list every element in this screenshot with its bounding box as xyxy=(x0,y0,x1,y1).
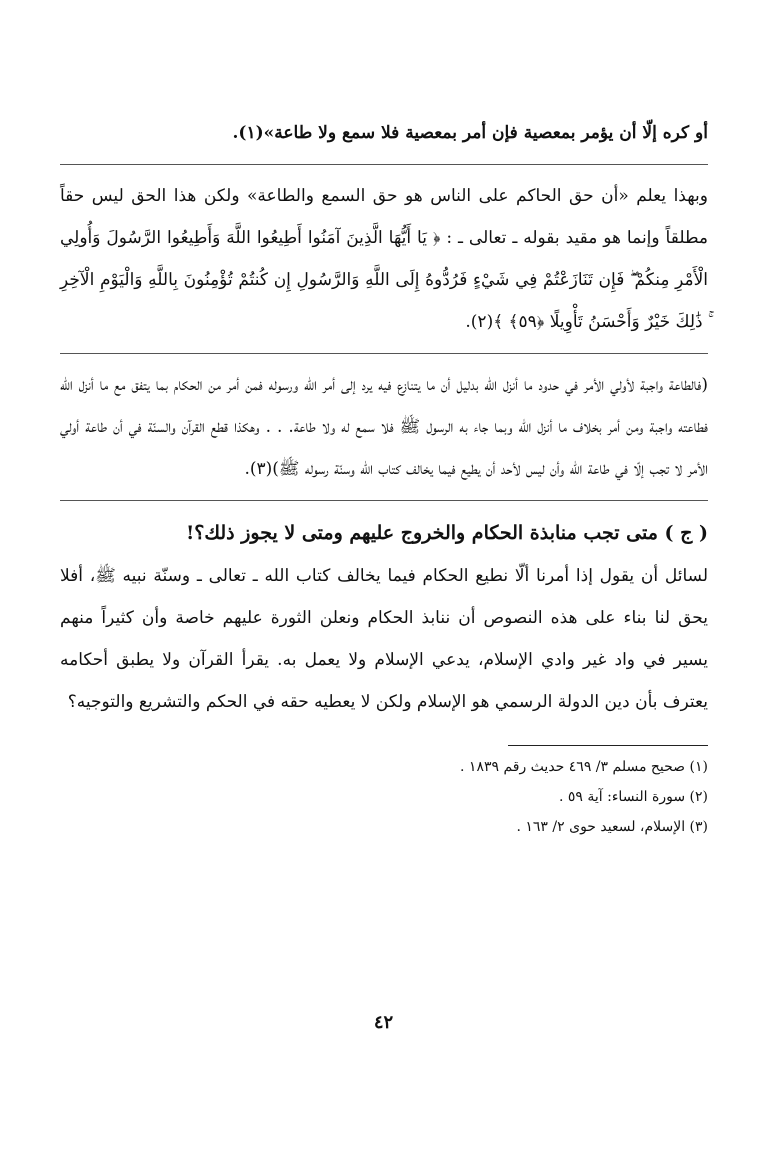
footnote-rule xyxy=(508,745,708,746)
page-number: ٤٢ xyxy=(373,1012,394,1033)
section-divider xyxy=(60,353,708,354)
section-divider xyxy=(60,500,708,501)
section-divider xyxy=(60,164,708,165)
paragraph-2: وبهذا يعلم «أن حق الحاكم على الناس هو حق السمع والطاعة» ولكن هذا الحق ليس حقاً مطلقاً وإنما هو مقيد بقوله ـ تعالى ـ : ﴿ يَا أَيُّهَا الَّذِينَ آمَنُوا أَطِيعُوا اللَّهَ وَأَطِيعُوا الرَّسُولَ وَأُولِي الْأَمْرِ مِنكُمْ ۖ فَإِن تَنَازَعْتُمْ فِي شَيْءٍ فَرُدُّوهُ إِلَى اللَّهِ وَالرَّسُولِ إِن كُنتُمْ تُؤْمِنُونَ بِاللَّهِ وَالْيَوْمِ الْآخِرِ ۚ ذَٰلِكَ خَيْرٌ وَأَحْسَنُ تَأْوِيلًا ﴿٥٩﴾ ﴾(٢). xyxy=(60,186,708,332)
paragraph-4: لسائل أن يقول إذا أمرنا ألّا نطيع الحكام فيما يخالف كتاب الله ـ تعالى ـ وسنّة نبيه ﷺ، أفلا يحق لنا بناء على هذه النصوص أن ننابذ الحكام ونعلن الثورة عليهم خاصة وأن كثيراً منهم يسير في واد غير وادي الإسلام، يدعي الإسلام ولا يعمل به. يقرأ القرآن ولا يطبق أحكامه يعترف بأن دين الدولة الرسمي هو الإسلام ولكن لا يعطيه حقه في الحكم والتشريع والتوجيه؟ xyxy=(60,566,708,712)
page-body xyxy=(60,112,708,842)
paragraph-3: (فالطاعة واجبة لأولي الأمر في حدود ما أنزل الله بدليل أن ما يتنازع فيه يرد إلى أمر الله ورسوله فمن أمر من الحكام بما يتفق مع ما أنزل الله فطاعته واجبة ومن أمر بخلاف ما أنزل الله وبما جاء به الرسول ﷺ فلا سمع له ولا طاعة. . . وهكذا قطع القرآن والسنّة في أن طاعة أولي الأمر لا تجب إلّا في طاعة الله وأن ليس لأحد أن يطيع فيما يخالف كتاب الله وسنّة رسوله ﷺ)(٣). xyxy=(60,375,708,479)
footnote-item: (٣) الإسلام، لسعيد حوى ٢/ ١٦٣ . xyxy=(516,819,708,835)
footnotes xyxy=(60,752,708,842)
footnote-item: (٢) سورة النساء: آية ٥٩ . xyxy=(558,789,708,805)
section-heading: ( ج ) متى تجب منابذة الحكام والخروج عليهم ومتى لا يجوز ذلك؟! xyxy=(185,522,708,544)
footnote-item: (١) صحيح مسلم ٣/ ٤٦٩ حديث رقم ١٨٣٩ . xyxy=(460,759,708,775)
paragraph-1: أو كره إلّا أن يؤمر بمعصية فإن أمر بمعصية فلا سمع ولا طاعة»(١). xyxy=(232,123,708,143)
